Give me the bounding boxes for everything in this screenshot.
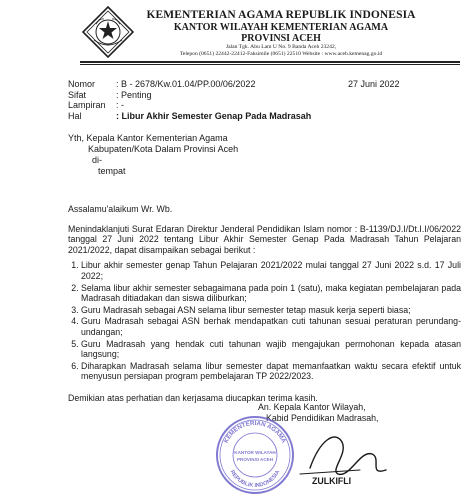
stamp-text-top: KEMENTERIAN AGAMA (222, 419, 288, 445)
addressee-line-1: Yth, Kepala Kantor Kementerian Agama (68, 133, 228, 143)
hal-value: : Libur Akhir Semester Genap Pada Madrasah (116, 110, 312, 121)
letter-meta (68, 79, 311, 121)
ministry-name: KEMENTERIAN AGAMA REPUBLIK INDONESIA (146, 9, 416, 21)
nomor-label: Nomor (68, 79, 96, 89)
signature-title-1: An. Kepala Kantor Wilayah, (258, 402, 366, 412)
header-rule-thin (80, 64, 460, 65)
list-item: 2. Selama libur akhir semester sebagaimana pada poin 1 (satu), maka kegiatan pembelajaran pada Madrasah ditiadakan dan siswa diliburkan; (81, 283, 461, 304)
hal-label: Hal (68, 110, 82, 121)
list-item: 5. Guru Madrasah yang hendak cuti tahunan wajib mengajukan permohonan kepada atasan langsung; (81, 339, 461, 360)
intro-paragraph: Menindaklanjuti Surat Edaran Direktur Jenderal Pendidikan Islam nomor : B-1139/DJ.I/Dt.I.I/06/2022 tanggal 27 Juni 2022 tentang Libur Akhir Semester Genap Pada Madrasah Tahun Pelajaran 2021/2022, dapat disampaikan sebagai berikut : (68, 223, 461, 255)
addressee-line-2: Kabupaten/Kota Dalam Provinsi Aceh (88, 144, 239, 154)
letter-date: 27 Juni 2022 (348, 79, 400, 89)
office-address: Jalan Tgk. Abu Lam U No. 9 Banda Aceh 23242, (225, 44, 337, 50)
points-list (68, 260, 461, 382)
letter-body (68, 204, 461, 404)
official-stamp-icon (214, 414, 296, 496)
province-name: PROVINSI ACEH (241, 33, 321, 44)
list-item: 4. Guru Madrasah sebagai ASN berhak mendapatkan cuti tahunan sesuai peraturan perundang-undangan; (81, 316, 461, 337)
office-name: KANTOR WILAYAH KEMENTERIAN AGAMA (173, 22, 389, 33)
header-rule-thick (80, 61, 460, 63)
greeting: Assalamu'alaikum Wr. Wb. (68, 204, 173, 214)
stamp-text-bottom: REPUBLIK INDONESIA (228, 469, 282, 490)
sifat-value: : Penting (116, 89, 152, 100)
closing-paragraph: Demikian atas perhatian dan kerjasama diucapkan terima kasih. (68, 392, 318, 403)
lampiran-label: Lampiran (68, 100, 106, 110)
addressee-tempat: tempat (98, 166, 126, 176)
signatory-name: ZULKIFLI (312, 476, 352, 486)
svg-text:REPUBLIK INDONESIA (229, 469, 282, 489)
addressee-block (68, 133, 238, 177)
signature-title-2: Kabid Pendidikan Madrasah, (266, 412, 379, 423)
office-contact: Telepon (0651) 22442-22412-Faksimile (0651) 22510 Website : www.aceh.kemenag.go.id (179, 51, 383, 57)
addressee-di: di- (92, 155, 103, 165)
list-item: 3. Guru Madrasah sebagai ASN selama libur semester tetap masuk kerja seperti biasa; (81, 305, 461, 316)
sifat-label: Sifat (68, 89, 87, 100)
list-item: 1. Libur akhir semester genap Tahun Pelajaran 2021/2022 mulai tanggal 27 Juni 2022 s.d. 17 Juli 2022; (81, 260, 461, 281)
lampiran-value: : - (116, 100, 124, 110)
ministry-logo-icon (82, 6, 134, 58)
nomor-value: : B - 2678/Kw.01.04/PP.00/06/2022 (116, 79, 256, 89)
letterhead (136, 9, 426, 58)
stamp-text-mid: KANTOR WILAYAH (234, 450, 276, 455)
stamp-text-mid2: PROVINSI ACEH (236, 457, 274, 462)
list-item: 6. Diharapkan Madrasah selama libur semester dapat memanfaatkan waktu secara efektif untuk menyusun persiapan program pembelajaran TP 2022/2023. (81, 361, 461, 382)
